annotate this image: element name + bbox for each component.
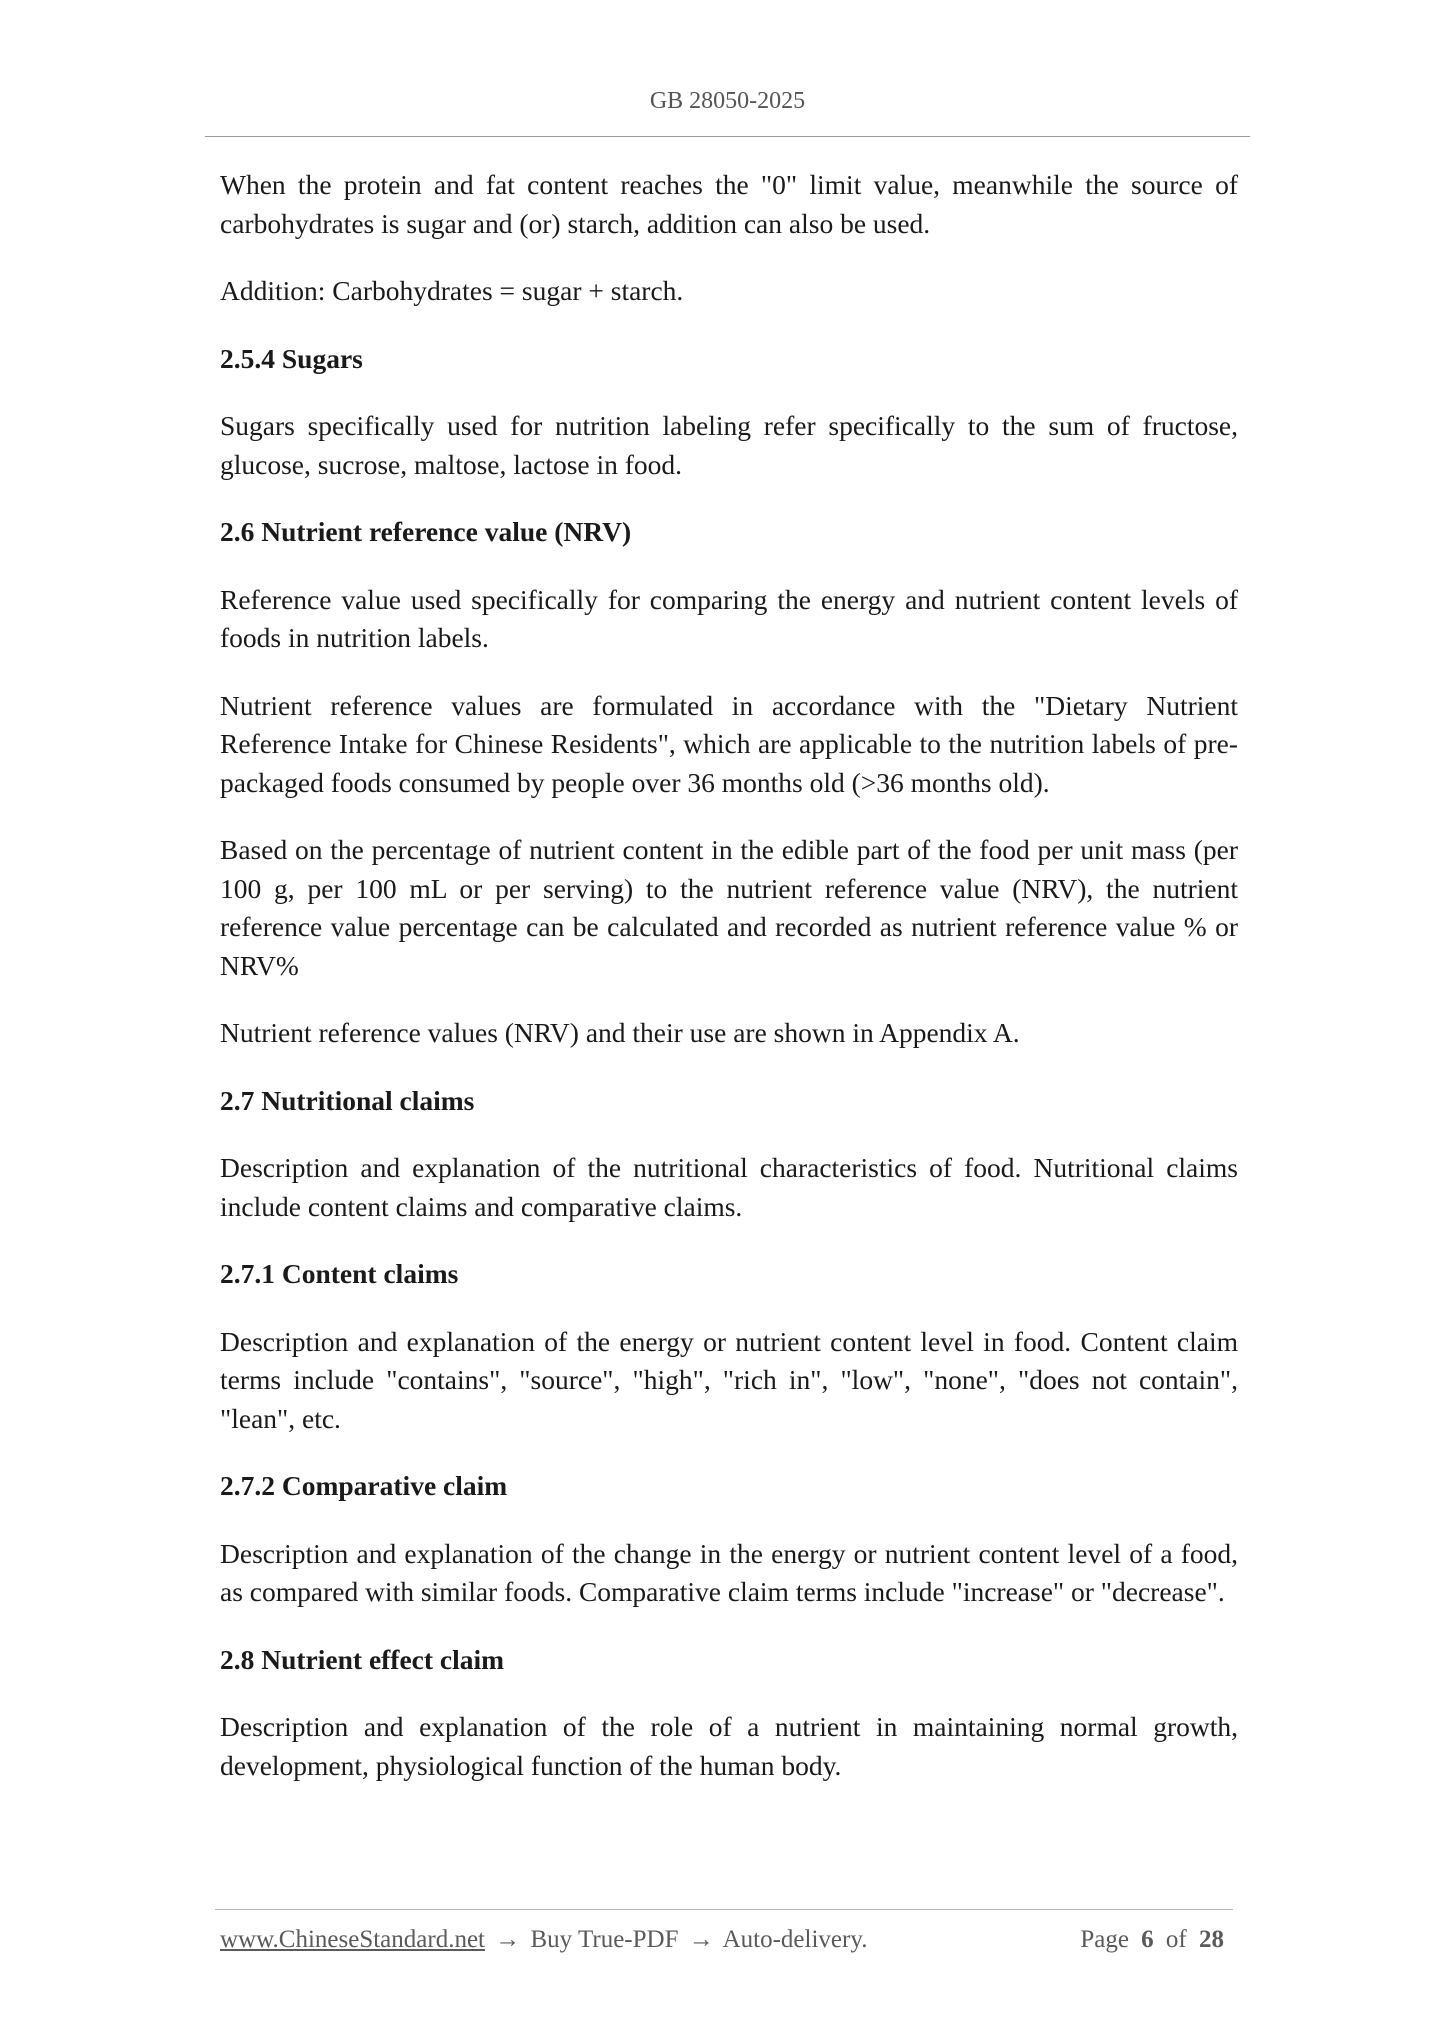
paragraph: Description and explanation of the change in the energy or nutrient content level of a food, as compared with similar foods. Comparative claim terms include "increase" or "decrease". (220, 1537, 1238, 1607)
footer-divider (215, 1909, 1233, 1910)
section-heading: 2.8 Nutrient effect claim (220, 1643, 505, 1675)
auto-delivery-text: Auto-delivery. (722, 1926, 868, 1953)
current-page-number: 6 (1141, 1926, 1154, 1953)
paragraph: Nutrient reference values (NRV) and their use are shown in Appendix A. (220, 1017, 1020, 1048)
of-label: of (1165, 1926, 1187, 1953)
paragraph: Based on the percentage of nutrient content in the edible part of the food per unit mass (per 100 g, per 100 mL or per serving) to the nutrient reference value (NRV), the nutrient reference value percentage can be calculated and recorded as nutrient reference value % or NRV% (220, 834, 1238, 981)
document-body (220, 166, 1238, 1814)
section-heading: 2.7.2 Comparative claim (220, 1470, 508, 1501)
page-label: Page (1080, 1926, 1129, 1953)
right-arrow-icon: → (495, 1926, 521, 1953)
paragraph: Sugars specifically used for nutrition labeling refer specifically to the sum of fructose, glucose, sucrose, maltose, lactose in food. (220, 410, 1238, 480)
paragraph: Nutrient reference values are formulated in accordance with the "Dietary Nutrient Reference Intake for Chinese Residents", which are applicable to the nutrition labels of pre-packaged foods consumed by people over 36 months old (>36 months old). (220, 689, 1238, 798)
buy-true-pdf-text: Buy True-PDF (530, 1926, 679, 1953)
section-heading: 2.6 Nutrient reference value (NRV) (220, 516, 632, 547)
header-divider (205, 136, 1250, 137)
paragraph: Description and explanation of the energy or nutrient content level in food. Content claim terms include "contains", "source", "high", "rich in", "low", "none", "does not contain", "lean", etc. (220, 1325, 1238, 1434)
paragraph: Description and explanation of the nutritional characteristics of food. Nutritional claims include content claims and comparative claims. (220, 1152, 1238, 1222)
footer-promo (220, 1926, 867, 1954)
page-header-doc-id: GB 28050-2025 (649, 88, 806, 114)
section-heading: 2.7 Nutritional claims (220, 1084, 475, 1116)
page-indicator (1080, 1926, 1230, 1954)
section-heading: 2.7.1 Content claims (220, 1258, 459, 1289)
paragraph: Description and explanation of the role of a nutrient in maintaining normal growth, development, physiological function of the human body. (220, 1711, 1238, 1781)
right-arrow-icon: → (688, 1926, 714, 1953)
website-link[interactable]: www.ChineseStandard.net (220, 1926, 485, 1953)
paragraph: Addition: Carbohydrates = sugar + starch. (220, 275, 684, 306)
total-pages-number: 28 (1199, 1926, 1224, 1953)
paragraph: Reference value used specifically for comparing the energy and nutrient content levels of foods in nutrition labels. (220, 583, 1238, 653)
paragraph: When the protein and fat content reaches the "0" limit value, meanwhile the source of carbohydrates is sugar and (or) starch, addition can also be used. (220, 169, 1238, 239)
section-heading: 2.5.4 Sugars (220, 342, 363, 374)
